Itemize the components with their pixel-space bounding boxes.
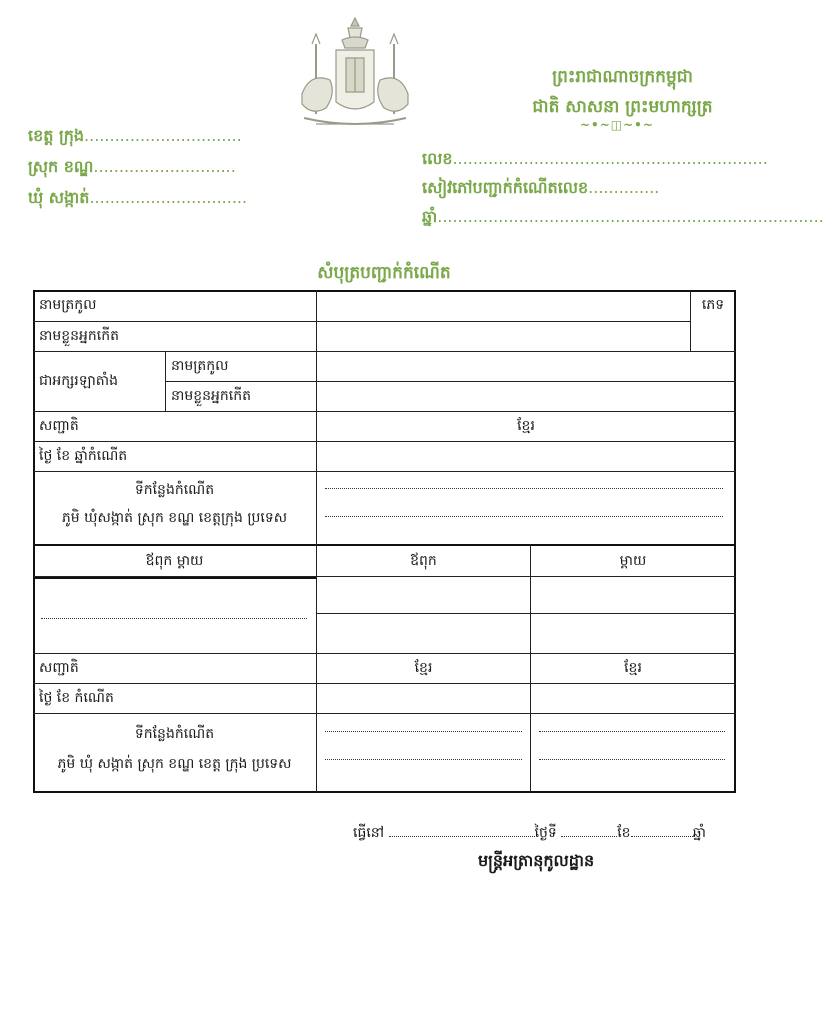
parent-name-blank[interactable] <box>41 618 307 619</box>
pob-label: ទីកន្លែងកំណើត <box>134 481 215 498</box>
mother-pob-blank-2[interactable] <box>539 759 725 760</box>
year-footer-label: ឆ្នាំ <box>692 825 706 841</box>
grid-line <box>33 471 736 472</box>
made-at-label: ធ្វើនៅ <box>353 825 385 841</box>
month-label: ខែ <box>617 825 631 841</box>
parents-header-label: ឪពុក ម្តាយ <box>145 552 204 569</box>
left-header-fields <box>28 120 247 213</box>
latin-given-name-label: នាមខ្លួនអ្នកកើត <box>171 387 251 404</box>
number-field <box>422 144 824 173</box>
father-dob-input[interactable] <box>320 684 526 712</box>
number-blank[interactable]: .............................................................. <box>452 149 768 168</box>
surname-input[interactable] <box>320 291 688 320</box>
father-pob-blank-2[interactable] <box>325 759 522 760</box>
nationality-value[interactable]: ខ្មែរ <box>517 417 535 434</box>
father-nationality-value[interactable]: ខ្មែរ <box>414 659 433 676</box>
district-label: ស្រុក ខណ្ឌ <box>28 157 94 176</box>
document-title: សំបុត្របញ្ជាក់កំណើត <box>317 263 451 283</box>
district-blank[interactable]: ............................ <box>93 157 236 176</box>
number-label: លេខ <box>422 149 453 168</box>
grid-line <box>316 613 736 614</box>
pob-blank-line-2[interactable] <box>325 516 723 517</box>
parents-pob-sub-label: ភូមិ ឃុំ សង្កាត់ ស្រុក ខណ្ឌ ខេត្ត ក្រុង ប្រទេស <box>57 755 292 772</box>
year-field <box>422 202 824 231</box>
kingdom-motto: ជាតិ សាសនា ព្រះមហាក្សត្រ <box>532 97 713 117</box>
dob-input[interactable] <box>320 442 732 470</box>
made-at-blank[interactable] <box>389 824 535 837</box>
footer-date-line <box>353 823 706 844</box>
father-header: ឪពុក <box>410 552 437 569</box>
day-label: ថ្ងៃទី <box>534 825 557 841</box>
given-name-input[interactable] <box>320 322 688 350</box>
father-name-input[interactable] <box>320 580 526 610</box>
grid-line <box>33 577 316 579</box>
latin-label: ជាអក្សរឡាតាំង <box>39 372 119 389</box>
mother-header: ម្តាយ <box>619 552 647 569</box>
province-field <box>28 120 247 151</box>
parents-nationality-label: សញ្ជាតិ <box>39 659 79 676</box>
right-header-fields <box>422 144 824 231</box>
district-field <box>28 151 247 182</box>
parents-dob-label: ថ្ងៃ ខែ កំណើត <box>39 689 114 706</box>
latin-given-name-input[interactable] <box>320 382 732 410</box>
year-blank[interactable]: ............................................................................ <box>437 207 824 226</box>
latin-surname-label: នាមត្រកូល <box>171 357 229 374</box>
province-blank[interactable]: ............................... <box>84 126 242 145</box>
commune-blank[interactable]: ............................... <box>89 188 248 207</box>
dob-label: ថ្ងៃ ខែ ឆ្នាំកំណើត <box>39 447 128 464</box>
latin-surname-input[interactable] <box>320 352 732 380</box>
surname-label: នាមត្រកូល <box>39 297 97 313</box>
father-pob-blank-1[interactable] <box>325 731 522 732</box>
sex-input[interactable] <box>691 321 735 351</box>
nationality-label: សញ្ជាតិ <box>39 417 79 434</box>
year-label: ឆ្នាំ <box>422 207 438 226</box>
mother-dob-input[interactable] <box>534 684 732 712</box>
book-number-label: សៀវភៅបញ្ជាក់កំណើតលេខ <box>422 178 589 197</box>
month-blank[interactable] <box>631 824 693 837</box>
grid-line <box>33 713 736 714</box>
given-name-label: នាមខ្លួនអ្នកកើត <box>39 327 119 344</box>
kingdom-heading <box>500 62 745 122</box>
kingdom-name: ព្រះរាជាណាចក្រកម្ពុជា <box>552 67 693 87</box>
birth-certificate-form <box>33 290 736 793</box>
mother-pob-blank-1[interactable] <box>539 731 725 732</box>
parents-pob-label: ទីកន្លែងកំណើត <box>134 725 215 742</box>
civil-registrar-signature-label: មន្ត្រីអត្រានុកូលដ្ឋាន <box>478 851 595 870</box>
province-label: ខេត្ត ក្រុង <box>28 126 85 145</box>
commune-field <box>28 182 247 213</box>
mother-nationality-value[interactable]: ខ្មែរ <box>624 659 642 676</box>
sex-label: ភេទ <box>701 297 725 313</box>
ornament-divider: ~•~◫~•~ <box>580 118 654 132</box>
pob-sub-label: ភូមិ ឃុំសង្កាត់ ស្រុក ខណ្ឌ ខេត្តក្រុង ប្រទេស <box>61 509 288 526</box>
day-blank[interactable] <box>561 824 617 837</box>
commune-label: ឃុំ សង្កាត់ <box>28 188 90 207</box>
book-number-blank[interactable]: .............. <box>588 178 660 197</box>
pob-blank-line-1[interactable] <box>325 488 723 489</box>
book-number-field <box>422 173 824 202</box>
mother-latin-input[interactable] <box>534 616 732 650</box>
royal-coat-of-arms <box>296 14 414 134</box>
mother-name-input[interactable] <box>534 580 732 610</box>
father-latin-input[interactable] <box>320 616 526 650</box>
grid-line <box>165 351 166 411</box>
